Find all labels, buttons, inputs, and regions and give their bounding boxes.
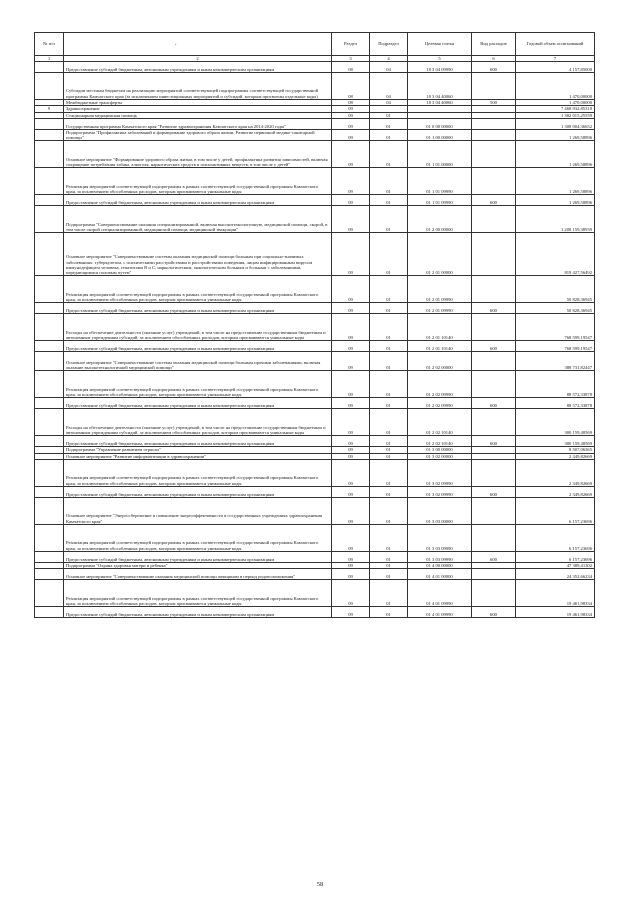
row-section: 09	[332, 106, 370, 112]
col-index: 2	[64, 56, 332, 62]
row-section: 09	[332, 314, 370, 341]
row-name: Основное мероприятие "Совершенствование системы оказания медицинской помощи больным при социально-значимых заболеваниях: туберкулезом, с психическими расстройствами и расстройствами поведения, лицам инфицированным вирусом иммунодефицита человека, гепатитами В и С, наркологическим, онкологическим больным и больным с заболеваниями, передающимися половым путем"	[64, 233, 332, 276]
table-row	[35, 607, 595, 618]
row-subsection: 01	[370, 352, 408, 371]
row-subsection: 01	[370, 303, 408, 314]
row-expense-type: 600	[472, 607, 516, 618]
row-subsection: 01	[370, 341, 408, 352]
row-number	[35, 62, 64, 73]
page-number: 58	[316, 881, 324, 888]
table-row	[35, 552, 595, 563]
row-subsection: 01	[370, 195, 408, 206]
row-target-article: 01 2 02 00000	[408, 352, 472, 371]
table-row	[35, 141, 595, 168]
row-subsection: 01	[370, 112, 408, 118]
row-section: 09	[332, 398, 370, 409]
row-amount: 1 382 015,25559	[516, 112, 595, 118]
row-section: 09	[332, 525, 370, 552]
row-name: Предоставление субсидий бюджетным, автономным учреждениям и иным некоммерческим организациям	[64, 436, 332, 447]
row-section: 09	[332, 607, 370, 618]
table-row	[35, 525, 595, 552]
row-target-article: 01 3 02 09990	[408, 460, 472, 487]
row-expense-type	[472, 118, 516, 129]
row-name: Реализация мероприятий соответствующей подпрограммы в рамках соответствующей государственной программы Камчатского края, за исключением обособленных расходов, которым присваиваются уникальные коды	[64, 525, 332, 552]
row-subsection: 04	[370, 62, 408, 73]
row-subsection: 01	[370, 398, 408, 409]
col-header-expense-type: Вид расходов	[472, 33, 516, 56]
row-name: Стационарная медицинская помощь	[64, 112, 332, 118]
table-row	[35, 409, 595, 436]
row-section: 09	[332, 352, 370, 371]
table-row	[35, 580, 595, 607]
col-header-section: Раздел	[332, 33, 370, 56]
row-number	[35, 398, 64, 409]
row-target-article: 01 3 02 00000	[408, 453, 472, 459]
row-subsection: 01	[370, 580, 408, 607]
row-target-article: 01 2 01 00000	[408, 233, 472, 276]
row-number	[35, 569, 64, 580]
row-name: Предоставление субсидий бюджетным, автономным учреждениям и иным некоммерческим организациям	[64, 398, 332, 409]
row-name: Расходы на обеспечение деятельности (оказание услуг) учреждений, в том числе на предоставление государственным бюджетным и автономным учреждениям субсидий, за исключением обособленных расходов, которым присваиваются уникальные коды	[64, 409, 332, 436]
row-target-article: 01 4 00 00000	[408, 563, 472, 569]
row-amount: 6 157,23696	[516, 498, 595, 525]
col-header-target-article: Целевая статья	[408, 33, 472, 56]
row-number	[35, 498, 64, 525]
row-name: Основное мероприятие "Совершенствование системы оказания медицинской помощи больным прочими заболеваниями, включая оказание высокотехнологичной медицинской помощи"	[64, 352, 332, 371]
row-amount: 7 468 932,85318	[516, 106, 595, 112]
row-number	[35, 409, 64, 436]
row-expense-type	[472, 371, 516, 398]
row-section: 09	[332, 436, 370, 447]
table-row	[35, 487, 595, 498]
row-name: Основное мероприятие "Совершенствование оказания медицинской помощи женщинам в период родовспоможения"	[64, 569, 332, 580]
table-row	[35, 352, 595, 371]
row-subsection: 04	[370, 73, 408, 100]
row-amount: 2 349,82669	[516, 460, 595, 487]
row-expense-type	[472, 314, 516, 341]
row-target-article: 01 2 00 00000	[408, 206, 472, 233]
col-index: 3	[332, 56, 370, 62]
row-subsection: 01	[370, 141, 408, 168]
row-target-article: 01 2 02 10140	[408, 436, 472, 447]
table-row	[35, 168, 595, 195]
row-target-article: 01 2 02 09990	[408, 398, 472, 409]
row-section: 09	[332, 552, 370, 563]
row-name: Подпрограмма "Профилактика заболеваний и формирование здорового образа жизни. Развитие первичной медико-санитарной помощи"	[64, 129, 332, 141]
row-section: 09	[332, 233, 370, 276]
row-subsection: 01	[370, 487, 408, 498]
row-name: Реализация мероприятий соответствующей подпрограммы в рамках соответствующей государственной программы Камчатского края, за исключением обособленных расходов, которым присваиваются уникальные коды	[64, 580, 332, 607]
row-target-article: 01 3 03 09990	[408, 525, 472, 552]
col-header-number: № п/п	[35, 33, 64, 56]
row-number	[35, 371, 64, 398]
row-section: 09	[332, 112, 370, 118]
row-section: 09	[332, 580, 370, 607]
col-header-subsection: Подраздел	[370, 33, 408, 56]
row-subsection: 01	[370, 552, 408, 563]
row-target-article: 01 3 03 00000	[408, 498, 472, 525]
row-expense-type	[472, 498, 516, 525]
row-number	[35, 129, 64, 141]
row-expense-type	[472, 525, 516, 552]
table-row	[35, 73, 595, 100]
row-subsection: 04	[370, 100, 408, 106]
row-section: 08	[332, 73, 370, 100]
row-name: Реализация мероприятий соответствующей подпрограммы в рамках соответствующей государственной программы Камчатского края, за исключением обособленных расходов, которым присваиваются уникальные коды	[64, 276, 332, 303]
table-row	[35, 129, 595, 141]
row-target-article: 01 3 02 09990	[408, 487, 472, 498]
row-number	[35, 580, 64, 607]
row-amount: 768 599,19547	[516, 314, 595, 341]
row-name: Предоставление субсидий бюджетным, автономным учреждениям и иным некоммерческим организациям	[64, 195, 332, 206]
row-expense-type	[472, 73, 516, 100]
row-name: Межбюджетные трансферты	[64, 100, 332, 106]
row-number	[35, 168, 64, 195]
row-name: Здравоохранение	[64, 106, 332, 112]
row-expense-type	[472, 580, 516, 607]
row-target-article: 18 3 04 40060	[408, 100, 472, 106]
row-section: 09	[332, 195, 370, 206]
row-subsection: 01	[370, 233, 408, 276]
row-expense-type: 500	[472, 100, 516, 106]
row-name: Реализация мероприятий соответствующей подпрограммы в рамках соответствующей государственной программы Камчатского края, за исключением обособленных расходов, которым присваиваются уникальные коды	[64, 168, 332, 195]
row-section: 09	[332, 453, 370, 459]
row-subsection: 01	[370, 276, 408, 303]
row-number	[35, 303, 64, 314]
table-body	[35, 62, 595, 618]
row-subsection: 01	[370, 460, 408, 487]
row-number	[35, 460, 64, 487]
row-amount: 19 461,98334	[516, 607, 595, 618]
col-index: 5	[408, 56, 472, 62]
row-section: 09	[332, 498, 370, 525]
row-number	[35, 436, 64, 447]
row-subsection: 01	[370, 436, 408, 447]
row-number	[35, 118, 64, 129]
row-amount: 819 427,56492	[516, 233, 595, 276]
row-subsection: 01	[370, 206, 408, 233]
row-name: Реализация мероприятий соответствующей подпрограммы в рамках соответствующей государственной программы Камчатского края, за исключением обособленных расходов, которым присваиваются уникальные коды	[64, 371, 332, 398]
row-subsection: 01	[370, 453, 408, 459]
col-header-annual-amount: Годовой объем ассигнований	[516, 33, 595, 56]
row-amount: 1 269,58896	[516, 168, 595, 195]
row-section: 08	[332, 62, 370, 73]
row-subsection: 01	[370, 118, 408, 129]
row-amount: 1 269,58896	[516, 195, 595, 206]
row-amount: 88 572,33878	[516, 371, 595, 398]
row-expense-type	[472, 129, 516, 141]
row-subsection: 01	[370, 371, 408, 398]
row-target-article: 01 1 01 00000	[408, 141, 472, 168]
row-amount: 1 470,00000	[516, 100, 595, 106]
row-number	[35, 352, 64, 371]
row-number	[35, 341, 64, 352]
stray-mark: ‘	[175, 44, 177, 49]
row-target-article: 01 1 01 09990	[408, 168, 472, 195]
row-name: Предоставление субсидий бюджетным, автономным учреждениям и иным некоммерческим организациям	[64, 552, 332, 563]
row-target-article: 01 2 01 10140	[408, 314, 472, 341]
table-row	[35, 498, 595, 525]
row-name: Подпрограмма "Совершенствование оказания специализированной, включая высокотехнологичную, медицинской помощи, скорой, в том числе скорой специализированной, медицинской помощи, медицинской эвакуации"	[64, 206, 332, 233]
header-row	[35, 33, 595, 56]
row-section: 09	[332, 341, 370, 352]
row-section: 09	[332, 141, 370, 168]
row-section: 09	[332, 371, 370, 398]
row-amount: 8 507,06365	[516, 447, 595, 453]
row-amount: 50 828,36945	[516, 276, 595, 303]
row-expense-type	[472, 352, 516, 371]
row-number	[35, 525, 64, 552]
table-row	[35, 460, 595, 487]
row-number: 9	[35, 106, 64, 112]
row-expense-type	[472, 168, 516, 195]
row-section: 09	[332, 447, 370, 453]
row-target-article: 01 2 01 10140	[408, 341, 472, 352]
row-expense-type: 600	[472, 62, 516, 73]
row-section: 09	[332, 563, 370, 569]
row-expense-type	[472, 409, 516, 436]
row-number	[35, 607, 64, 618]
row-number	[35, 195, 64, 206]
row-name: Субсидии местным бюджетам на реализацию мероприятий соответствующей подпрограммы соответствующей государственной программы Камчатского края (за исключением инвестиционных мероприятий и субсидий, которым присвоены отдельные коды)	[64, 73, 332, 100]
table-row	[35, 206, 595, 233]
row-amount: 19 461,98334	[516, 580, 595, 607]
row-expense-type	[472, 141, 516, 168]
row-target-article: 01 1 00 00000	[408, 129, 472, 141]
row-name: Основное мероприятие "Формирование здорового образа жизни, в том числе у детей, профилактика развития зависимостей, включая сокращение потребления табака, алкоголя, наркотических средств и психоактивных веществ, в том числе у детей"	[64, 141, 332, 168]
row-name: Подпрограмма "Охрана здоровья матери и ребенка"	[64, 563, 332, 569]
row-expense-type: 600	[472, 341, 516, 352]
row-expense-type: 600	[472, 303, 516, 314]
row-target-article: 18 3 04 40060	[408, 73, 472, 100]
row-amount: 50 828,36945	[516, 303, 595, 314]
budget-sheet	[34, 32, 594, 618]
row-name: Подпрограмма "Управление развитием отрасли"	[64, 447, 332, 453]
row-section: 09	[332, 168, 370, 195]
row-target-article: 01 1 01 09990	[408, 195, 472, 206]
row-target-article: 01 2 01 09990	[408, 303, 472, 314]
row-name: Предоставление субсидий бюджетным, автономным учреждениям и иным некоммерческим организациям	[64, 341, 332, 352]
row-target-article: 01 2 02 10140	[408, 409, 472, 436]
table-row	[35, 62, 595, 73]
row-subsection: 01	[370, 525, 408, 552]
table-row	[35, 303, 595, 314]
row-amount: 47 389,41302	[516, 563, 595, 569]
row-section: 09	[332, 206, 370, 233]
row-section: 09	[332, 129, 370, 141]
row-amount: 1 269,58896	[516, 129, 595, 141]
row-amount: 300 159,48569	[516, 409, 595, 436]
row-name: Реализация мероприятий соответствующей подпрограммы в рамках соответствующей государственной программы Камчатского края, за исключением обособленных расходов, которым присваиваются уникальные коды	[64, 460, 332, 487]
row-amount: 2 349,82669	[516, 487, 595, 498]
row-name: Предоставление субсидий бюджетным, автономным учреждениям и иным некоммерческим организациям	[64, 303, 332, 314]
row-subsection: 01	[370, 168, 408, 195]
col-index: 6	[472, 56, 516, 62]
row-section: 08	[332, 100, 370, 106]
row-subsection: 01	[370, 607, 408, 618]
table-row	[35, 436, 595, 447]
row-number	[35, 141, 64, 168]
row-expense-type	[472, 569, 516, 580]
col-index: 1	[35, 56, 64, 62]
col-header-name	[64, 33, 332, 56]
row-amount: 768 599,19547	[516, 341, 595, 352]
col-index: 4	[370, 56, 408, 62]
row-target-article: 01 4 01 00000	[408, 569, 472, 580]
row-number	[35, 73, 64, 100]
row-amount: 2 349,82669	[516, 453, 595, 459]
budget-table	[34, 32, 595, 618]
row-expense-type	[472, 233, 516, 276]
row-expense-type	[472, 460, 516, 487]
row-number	[35, 487, 64, 498]
row-target-article: 01 4 01 09990	[408, 607, 472, 618]
row-amount: 1 208 159,38939	[516, 206, 595, 233]
row-name: Предоставление субсидий бюджетным, автономным учреждениям и иным некоммерческим организациям	[64, 62, 332, 73]
table-row	[35, 276, 595, 303]
row-subsection: 01	[370, 563, 408, 569]
row-name: Основное мероприятие "Развитие информатизации в здравоохранении"	[64, 453, 332, 459]
row-section: 09	[332, 569, 370, 580]
row-amount: 388 731,82447	[516, 352, 595, 371]
row-name: Расходы на обеспечение деятельности (оказание услуг) учреждений, в том числе на предоставление государственным бюджетным и автономным учреждениям субсидий, за исключением обособленных расходов, которым присваиваются уникальные коды	[64, 314, 332, 341]
row-section: 09	[332, 276, 370, 303]
row-name: Предоставление субсидий бюджетным, автономным учреждениям и иным некоммерческим организациям	[64, 607, 332, 618]
row-name: Предоставление субсидий бюджетным, автономным учреждениям и иным некоммерческим организациям	[64, 487, 332, 498]
row-number	[35, 233, 64, 276]
row-expense-type	[472, 276, 516, 303]
row-expense-type: 600	[472, 398, 516, 409]
row-amount: 4 157,85000	[516, 62, 595, 73]
row-expense-type: 600	[472, 436, 516, 447]
row-section: 09	[332, 303, 370, 314]
row-subsection: 01	[370, 498, 408, 525]
row-target-article: 18 3 04 09990	[408, 62, 472, 73]
table-row	[35, 195, 595, 206]
row-section: 09	[332, 460, 370, 487]
row-subsection: 01	[370, 314, 408, 341]
row-subsection: 01	[370, 129, 408, 141]
row-subsection: 01	[370, 447, 408, 453]
row-target-article: 01 0 00 00000	[408, 118, 472, 129]
row-target-article: 01 3 00 00000	[408, 447, 472, 453]
col-index: 7	[516, 56, 595, 62]
table-row	[35, 314, 595, 341]
row-expense-type	[472, 206, 516, 233]
row-target-article: 01 2 01 09990	[408, 276, 472, 303]
row-target-article: 01 4 01 09990	[408, 580, 472, 607]
row-number	[35, 314, 64, 341]
row-amount: 24 352,66234	[516, 569, 595, 580]
table-row	[35, 233, 595, 276]
row-amount: 300 159,48569	[516, 436, 595, 447]
row-section: 09	[332, 118, 370, 129]
row-number	[35, 552, 64, 563]
row-amount: 6 157,23696	[516, 552, 595, 563]
table-row	[35, 569, 595, 580]
row-section: 09	[332, 409, 370, 436]
row-expense-type: 600	[472, 487, 516, 498]
table-row	[35, 341, 595, 352]
table-row	[35, 118, 595, 129]
row-target-article: 01 2 02 09990	[408, 371, 472, 398]
row-subsection: 01	[370, 569, 408, 580]
row-name: Государственная программа Камчатского края "Развитие здравоохранения Камчатского края на 2014-2020 годы"	[64, 118, 332, 129]
table-row	[35, 371, 595, 398]
table-row	[35, 398, 595, 409]
row-number	[35, 206, 64, 233]
row-number	[35, 276, 64, 303]
row-target-article: 01 3 03 09990	[408, 552, 472, 563]
row-amount: 88 572,33878	[516, 398, 595, 409]
row-amount: 1 269,58896	[516, 141, 595, 168]
row-name: Основное мероприятие "Энергосбережение и повышение энергоэффективности в государственных учреждениях здравоохранения Камчатского края"	[64, 498, 332, 525]
row-expense-type: 600	[472, 552, 516, 563]
row-subsection: 01	[370, 409, 408, 436]
row-section: 09	[332, 487, 370, 498]
row-expense-type: 600	[472, 195, 516, 206]
row-amount: 6 157,23696	[516, 525, 595, 552]
row-amount: 1 308 004,36652	[516, 118, 595, 129]
row-amount: 1 470,00000	[516, 73, 595, 100]
